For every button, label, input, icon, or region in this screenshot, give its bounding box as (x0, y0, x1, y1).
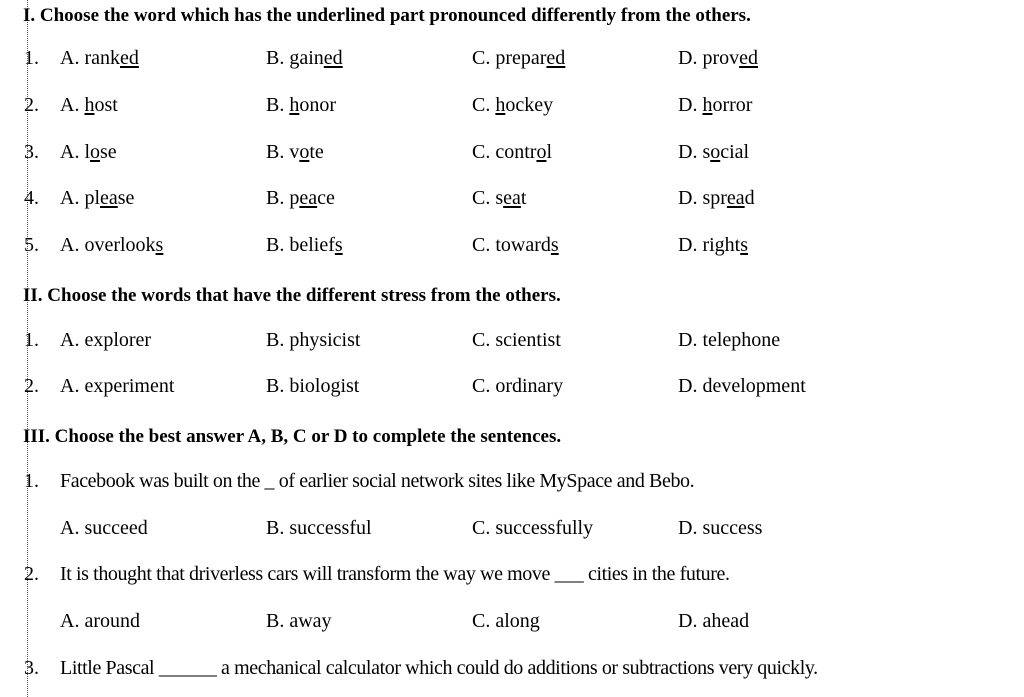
option-d[interactable]: D. social (678, 141, 750, 163)
question-text: Little Pascal ______ a mechanical calculator which could do additions or subtractions very quickly. (60, 657, 818, 679)
option-c[interactable]: C. seat (472, 187, 527, 209)
option-a[interactable]: A. around (60, 610, 140, 632)
option-d[interactable]: D. proved (678, 47, 758, 69)
option-a[interactable]: A. experiment (60, 375, 175, 397)
option-b[interactable]: B. honor (266, 94, 337, 116)
question-number: 3. (24, 141, 39, 163)
option-b[interactable]: B. away (266, 610, 332, 632)
option-a[interactable]: A. lose (60, 141, 117, 163)
option-c[interactable]: C. towards (472, 234, 559, 256)
option-a[interactable]: A. host (60, 94, 118, 116)
option-c[interactable]: C. successfully (472, 517, 594, 539)
question-number: 5. (24, 234, 39, 256)
question-text: Facebook was built on the _ of earlier social network sites like MySpace and Bebo. (60, 470, 695, 492)
option-c[interactable]: C. ordinary (472, 375, 564, 397)
section-1-heading: I. Choose the word which has the underlined part pronounced differently from the others. (23, 5, 751, 26)
option-b[interactable]: B. successful (266, 517, 372, 539)
option-d[interactable]: D. development (678, 375, 806, 397)
option-c[interactable]: C. prepared (472, 47, 566, 69)
option-b[interactable]: B. beliefs (266, 234, 343, 256)
section-2-heading: II. Choose the words that have the different stress from the others. (23, 285, 561, 306)
question-number: 1. (24, 47, 39, 69)
option-b[interactable]: B. vote (266, 141, 324, 163)
option-d[interactable]: D. telephone (678, 329, 781, 351)
question-text: It is thought that driverless cars will transform the way we move ___ cities in the future. (60, 563, 730, 585)
question-number: 2. (24, 563, 39, 585)
question-number: 1. (24, 470, 39, 492)
option-b[interactable]: B. gained (266, 47, 343, 69)
option-c[interactable]: C. control (472, 141, 552, 163)
option-c[interactable]: C. scientist (472, 329, 561, 351)
option-d[interactable]: D. success (678, 517, 763, 539)
option-b[interactable]: B. physicist (266, 329, 361, 351)
question-number: 2. (24, 94, 39, 116)
option-a[interactable]: A. overlooks (60, 234, 164, 256)
option-c[interactable]: C. hockey (472, 94, 554, 116)
option-c[interactable]: C. along (472, 610, 540, 632)
option-b[interactable]: B. biologist (266, 375, 360, 397)
option-d[interactable]: D. rights (678, 234, 749, 256)
option-a[interactable]: A. please (60, 187, 135, 209)
option-d[interactable]: D. ahead (678, 610, 750, 632)
option-a[interactable]: A. succeed (60, 517, 148, 539)
question-number: 3. (24, 657, 39, 679)
section-3-heading: III. Choose the best answer A, B, C or D to complete the sentences. (23, 426, 562, 447)
option-b[interactable]: B. peace (266, 187, 335, 209)
question-number: 4. (24, 187, 39, 209)
question-number: 2. (24, 375, 39, 397)
option-d[interactable]: D. horror (678, 94, 753, 116)
option-a[interactable]: A. ranked (60, 47, 139, 69)
question-number: 1. (24, 329, 39, 351)
option-a[interactable]: A. explorer (60, 329, 152, 351)
option-d[interactable]: D. spread (678, 187, 755, 209)
